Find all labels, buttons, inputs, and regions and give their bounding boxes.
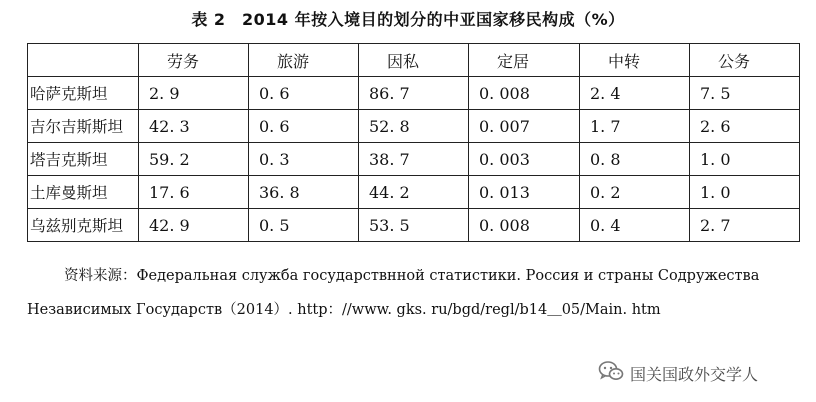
table-cell: 0. 6 xyxy=(249,110,359,143)
table-cell: 2. 6 xyxy=(690,110,800,143)
source-note-line-1: 资料来源：Федеральная служба государствнной статистики. Россия и страны Содружества xyxy=(64,268,760,284)
table-cell: 0. 008 xyxy=(469,209,580,242)
table-cell: 0. 2 xyxy=(580,176,690,209)
source-note-line-2: Независимых Государств（2014）. http：//www. gks. ru/bgd/regl/b14＿05/Main. htm xyxy=(27,302,661,318)
table-row xyxy=(28,77,800,110)
wechat-icon xyxy=(598,360,624,386)
table-cell: 38. 7 xyxy=(359,143,469,176)
table-row xyxy=(28,143,800,176)
row-country: 塔吉克斯坦 xyxy=(28,143,139,176)
table-cell: 0. 4 xyxy=(580,209,690,242)
row-country: 吉尔吉斯斯坦 xyxy=(28,110,139,143)
table-cell: 42. 9 xyxy=(139,209,249,242)
table-cell: 53. 5 xyxy=(359,209,469,242)
table-cell: 1. 0 xyxy=(690,143,800,176)
table-row xyxy=(28,209,800,242)
row-country: 哈萨克斯坦 xyxy=(28,77,139,110)
table-cell: 0. 5 xyxy=(249,209,359,242)
table-cell: 17. 6 xyxy=(139,176,249,209)
table-cell: 2. 4 xyxy=(580,77,690,110)
row-country: 土库曼斯坦 xyxy=(28,176,139,209)
table-cell: 1. 7 xyxy=(580,110,690,143)
header-cell-private: 因私 xyxy=(359,44,469,77)
watermark xyxy=(598,360,758,386)
header-cell-settlement: 定居 xyxy=(469,44,580,77)
table-title: 表 2 2014 年按入境目的划分的中亚国家移民构成（%） xyxy=(191,10,625,29)
table-cell: 2. 9 xyxy=(139,77,249,110)
table-cell: 0. 007 xyxy=(469,110,580,143)
table-cell: 0. 003 xyxy=(469,143,580,176)
table-cell: 36. 8 xyxy=(249,176,359,209)
table-cell: 86. 7 xyxy=(359,77,469,110)
table-cell: 7. 5 xyxy=(690,77,800,110)
table-cell: 44. 2 xyxy=(359,176,469,209)
table-cell: 59. 2 xyxy=(139,143,249,176)
table-cell: 0. 8 xyxy=(580,143,690,176)
header-cell-official: 公务 xyxy=(690,44,800,77)
header-cell-corner xyxy=(28,44,139,77)
table-cell: 52. 8 xyxy=(359,110,469,143)
watermark-text: 国关国政外交学人 xyxy=(630,364,759,384)
migration-table xyxy=(27,43,800,242)
header-cell-labor: 劳务 xyxy=(139,44,249,77)
header-cell-transit: 中转 xyxy=(580,44,690,77)
table-row xyxy=(28,176,800,209)
table-cell: 0. 008 xyxy=(469,77,580,110)
table-cell: 0. 6 xyxy=(249,77,359,110)
table-cell: 1. 0 xyxy=(690,176,800,209)
table-cell: 2. 7 xyxy=(690,209,800,242)
header-cell-tourism: 旅游 xyxy=(249,44,359,77)
row-country: 乌兹别克斯坦 xyxy=(28,209,139,242)
table-row xyxy=(28,110,800,143)
header-row xyxy=(28,44,800,77)
table-cell: 42. 3 xyxy=(139,110,249,143)
table-cell: 0. 013 xyxy=(469,176,580,209)
table-cell: 0. 3 xyxy=(249,143,359,176)
